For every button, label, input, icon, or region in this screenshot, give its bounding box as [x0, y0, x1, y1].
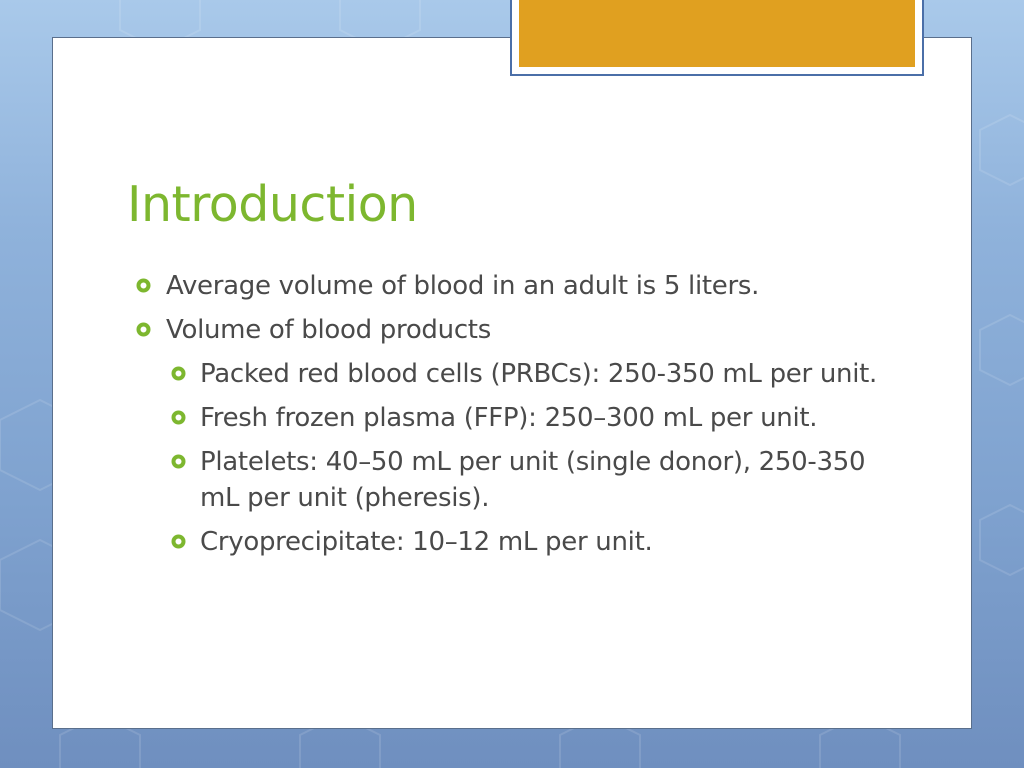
bullet-item [130, 312, 890, 348]
slide-title: Introduction [127, 176, 418, 233]
bullet-item [130, 268, 890, 304]
accent-block [519, 0, 915, 67]
bullet-list [130, 268, 890, 568]
bullet-text: Fresh frozen plasma (FFP): 250–300 mL per unit. [200, 403, 818, 433]
bullet-text: Packed red blood cells (PRBCs): 250-350 mL per unit. [200, 359, 877, 389]
sub-bullet-item [130, 356, 890, 392]
bullet-text: Cryoprecipitate: 10–12 mL per unit. [200, 527, 653, 557]
sub-bullet-item [130, 444, 890, 516]
bullet-ring-icon [171, 534, 186, 549]
bullet-text: Platelets: 40–50 mL per unit (single donor), 250-350 mL per unit (pheresis). [200, 447, 866, 513]
bullet-ring-icon [171, 366, 186, 381]
bullet-text: Average volume of blood in an adult is 5 liters. [166, 271, 760, 301]
bullet-ring-icon [171, 454, 186, 469]
bullet-ring-icon [171, 410, 186, 425]
bullet-ring-icon [136, 322, 151, 337]
bullet-ring-icon [136, 278, 151, 293]
sub-bullet-item [130, 524, 890, 560]
bullet-text: Volume of blood products [166, 315, 491, 345]
sub-bullet-item [130, 400, 890, 436]
